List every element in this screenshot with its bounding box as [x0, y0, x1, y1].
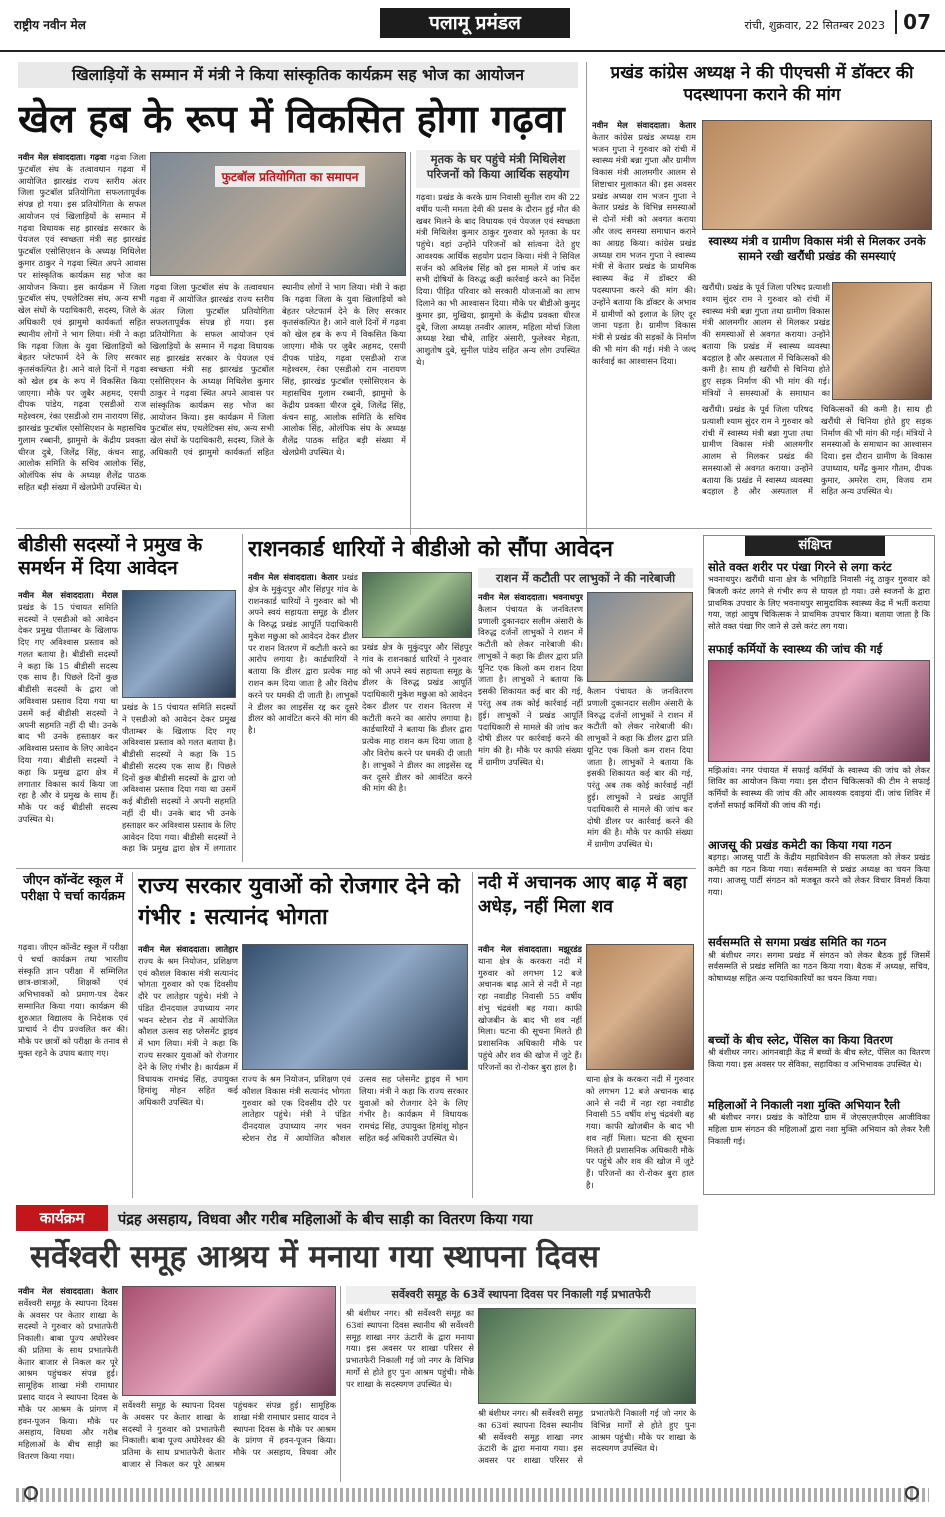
story2-body: गढ़वा। प्रखंड के करके ग्राम निवासी सुनील राम की 22 वर्षीय पत्नी ममता देवी की प्रसव के दौरान हुई मौत की खबर मिलने के बाद विधायक एवं पेयजल एवं स्वच्छता मंत्री मिथिलेश कुमार ठाकुर गुरुवार को मृतका के घर पहुंचे। वहां उन्होंने परिजनों को सांत्वना देते हुए आवश्यक आर्थिक सहयोग प्रदान किया। मंत्री ने सिविल सर्जन को अविलंब सिंह को इस मामले में जांच कर सभी दोषियों के विरुद्ध कड़ी कार्रवाई करने का निर्देश दिया। पीड़ित परिवार को सरकारी योजनाओं का लाभ दिलाने का भी आश्वासन दिया। मौके पर बीडीओ कुमुद कुमार झा, मुखिया, झामुमो के केंद्रीय प्रवक्ता धीरज दुबे, जिला अध्यक्ष तनवीर आलम, महिला मोर्चा जिला अध्यक्ष रेखा चौबे, ताहिर अंसारी, फुलेश्वर मेहता, आशुतोष दुबे, सुनील पांडेय सहित अन्य लोग उपस्थित थे। [416, 192, 580, 367]
story11-headline: सर्वेश्वरी समूह आश्रय में मनाया गया स्थापना दिवस [30, 1239, 600, 1275]
story3-photo [702, 120, 932, 230]
story7-body-cont-text: कैलान पंचायत के जनवितरण प्रणाली दुकानदार सलीम अंसारी के विरुद्ध दर्जनों लाभुकों ने राशन में कटौती को लेकर नारेबाजी की। लाभुकों ने कहा कि डीलर द्वारा प्रति यूनिट एक किलो कम राशन दिया जाता है। लाभुकों ने बताया कि इसकी शिकायत कई बार की गई, परंतु अब तक कोई कार्रवाई नहीं हुई। लाभुकों ने प्रखंड आपूर्ति पदाधिकारी से मामले की जांच कर दोषी डीलर पर कार्रवाई करने की मांग की है। मौके पर काफी संख्या में ग्रामीण उपस्थित थे। [587, 686, 693, 850]
story5-body-col [18, 590, 118, 862]
story11-body-col [18, 1286, 118, 1482]
divider [410, 152, 411, 535]
story1-headline: खेल हब के रूप में विकसित होगा गढ़वा [18, 97, 565, 141]
story11-sub-body: श्री बंशीधर नगर। श्री सर्वेश्वरी समूह का 63वां स्थापना दिवस स्थानीय श्री सर्वेश्वरी समूह शाखा नगर ऊंटारी के द्वारा मनाया गया। इस अवसर पर शाखा परिसर से प्रभातफेरी निकाली गई जो नगर के विभिन्न मार्गों से होते हुए पुनः आश्रम पहुंची। मौके पर शाखा के सदस्यगण उपस्थित थे। [346, 1308, 474, 1389]
program-band-headline: पंद्रह असहाय, विधवा और गरीब महिलाओं के बीच साड़ी का वितरण किया गया [118, 1212, 533, 1228]
brief3-headline: आजसू की प्रखंड कमेटी का किया गया गठन [708, 837, 892, 852]
masthead [0, 0, 945, 52]
story11-body-continued [122, 1400, 336, 1482]
brief6-headline: महिलाओं ने निकाली नशा मुक्ति अभियान रैली [708, 1097, 900, 1112]
divider [472, 872, 473, 1198]
story3-headline: प्रखंड कांग्रेस अध्यक्ष ने की पीएचसी में डॉक्टर की पदस्थापना कराने की मांग [610, 63, 914, 106]
brief2-body: मझिआंव। नगर पंचायत में सफाई कर्मियों के स्वास्थ्य की जांच को लेकर शिविर का आयोजन किया गया। इस दौरान चिकित्सकों की टीम ने सफाई कर्मियों के स्वास्थ्य की जांच की और आवश्यक दवाइयां दीं। जांच शिविर में दर्जनों सफाई कर्मियों की जांच की गई। [708, 764, 930, 810]
story7-body-col [478, 592, 583, 862]
story4-body: खरौंधी। प्रखंड के पूर्व जिला परिषद प्रत्याशी श्याम सुंदर राम ने गुरुवार को रांची में स्वास्थ्य मंत्री बन्ना गुप्ता तथा ग्रामीण विकास मंत्री आलमगीर आलम से मिलकर प्रखंड की समस्याओं से अवगत कराया। उन्होंने बताया कि प्रखंड में स्वास्थ्य व्यवस्था बदहाल है और अस्पताल में चिकित्सकों की कमी है। साथ ही खरौंधी से चिनिया होते हुए सड़क निर्माण की भी मांग की गई। मंत्रियों ने समस्याओं के समाधान का [702, 282, 830, 399]
story1-body-continued [150, 282, 406, 535]
registration-mark-icon [905, 1486, 919, 1500]
brief3-body: बड़गड़। आजसू पार्टी के केंद्रीय महाधिवेशन की सफलता को लेकर प्रखंड कमेटी का गठन किया गया। सर्वसम्मति से प्रखंड अध्यक्ष का चयन किया गया। आजसू पार्टी संगठन को मजबूत करने को लेकर विचार विमर्श किया गया। [708, 852, 930, 898]
story10-body-continued [586, 1074, 694, 1198]
story5-body: प्रखंड के 15 पंचायत समिति सदस्यों ने एसडीओ को आवेदन देकर प्रमुख पीताम्बर के खिलाफ दिए गए अविश्वास प्रस्ताव को गलत बताया है। बीडीसी सदस्यों ने कहा कि 15 बीडीसी सदस्य एक साथ हैं। पिछले दिनों कुछ बीडीसी सदस्यों के द्वारा जो अविश्वास प्रस्ताव दिया गया था उसमें कई बीडीसी सदस्यों ने अपनी सहमति नहीं दी थी। उनके बाद भी उनके हस्ताक्षर कर अविश्वास प्रस्ताव के लिए आवेदन दिया गया। बीडीसी सदस्यों ने कहा कि प्रमुख द्वारा क्षेत्र में लगातार विकास कार्य किया जा रहा है और वे प्रमुख के साथ हैं। मौके पर कई बीडीसी सदस्य उपस्थित थे। [18, 601, 118, 824]
story9-byline: नवीन मेल संवाददाता। लातेहार [138, 944, 238, 954]
story6-body-cont-text: प्रखंड क्षेत्र के मुकुंदपुर और सिंहपुर गांव के राशनकार्ड धारियों ने गुरुवार को भी अपने स्वयं सहायता समूह के डीलर के विरुद्ध प्रखंड आपूर्ति पदाधिकारी मुकेश मछुआ को आवेदन देकर डीलर पर राशन वितरण में कटौती करने का आरोप लगाया है। कार्डधारियों ने बताया कि डीलर द्वारा प्रत्येक माह राशन कम दिया जाता है और विरोध करने पर धमकी दी जाती है। लाभुकों ने डीलर का लाइसेंस रद्द कर दूसरे डीलर को आवंटित करने की मांग की है। [362, 642, 472, 794]
paper-name: राष्ट्रीय नवीन मेल [14, 18, 86, 32]
story10-body-cont-text: थाना क्षेत्र के करकरा नदी में गुरुवार को लगभग 12 बजे अचानक बाढ़ आने से नदी में नहा रहा नवाडीह निवासी 55 वर्षीय शंभु चंद्रवंशी बह गया। काफी खोजबीन के बाद भी शव नहीं मिला। घटना की सूचना मिलते ही प्रशासनिक अधिकारी मौके पर पहुंचे और शव की खोज में जुटे हैं। परिजनों का रो-रोकर बुरा हाल है। [586, 1074, 694, 1191]
divider [132, 872, 133, 1198]
story3-body-col [592, 120, 696, 520]
story6-body-col [248, 572, 358, 862]
brief5-headline: बच्चों के बीच स्लेट, पेंसिल का किया वितरण [708, 1032, 893, 1047]
program-band-tag: कार्यक्रम [16, 1205, 108, 1231]
briefs-label: संक्षिप्त [745, 536, 885, 556]
story9-body-cont-text: राज्य के श्रम नियोजन, प्रशिक्षण एवं कौशल विकास मंत्री सत्यानंद भोगता गुरुवार को एक दिवसीय दौरे पर लातेहार पहुंचे। मंत्री ने पंडित दीनदयाल उपाध्याय नगर भवन स्टेशन रोड में आयोजित कौशल उत्सव सह प्लेसमेंट ड्राइव में भाग लिया। मंत्री ने कहा कि राज्य सरकार युवाओं को रोजगार देने के लिए गंभीर है। कार्यक्रम में विधायक रामचंद्र सिंह, उपायुक्त हिमांशु मोहन सहित कई अधिकारी उपस्थित थे। [242, 1074, 468, 1143]
divider [586, 62, 587, 535]
story5-body-cont-text: प्रखंड के 15 पंचायत समिति सदस्यों ने एसडीओ को आवेदन देकर प्रमुख पीताम्बर के खिलाफ दिए गए अविश्वास प्रस्ताव को गलत बताया है। बीडीसी सदस्यों ने कहा कि 15 बीडीसी सदस्य एक साथ हैं। पिछले दिनों कुछ बीडीसी सदस्यों के द्वारा जो अविश्वास प्रस्ताव दिया गया था उसमें कई बीडीसी सदस्यों ने अपनी सहमति नहीं दी थी। उनके बाद भी उनके हस्ताक्षर कर अविश्वास प्रस्ताव के लिए आवेदन दिया गया। बीडीसी सदस्यों ने कहा कि प्रमुख द्वारा क्षेत्र में लगातार [122, 702, 236, 854]
story7-headline: राशन में कटौती पर लाभुकों ने की नारेबाजी [478, 568, 693, 588]
story9-body: राज्य के श्रम नियोजन, प्रशिक्षण एवं कौशल विकास मंत्री सत्यानंद भोगता गुरुवार को एक दिवसीय दौरे पर लातेहार पहुंचे। मंत्री ने पंडित दीनदयाल उपाध्याय नगर भवन स्टेशन रोड में आयोजित कौशल उत्सव सह प्लेसमेंट ड्राइव में भाग लिया। मंत्री ने कहा कि राज्य सरकार युवाओं को रोजगार देने के लिए गंभीर है। कार्यक्रम में विधायक रामचंद्र सिंह, उपायुक्त हिमांशु मोहन सहित कई अधिकारी उपस्थित थे। [138, 955, 238, 1108]
story11-sub-body-cont-text: श्री बंशीधर नगर। श्री सर्वेश्वरी समूह का 63वां स्थापना दिवस स्थानीय श्री सर्वेश्वरी समूह शाखा नगर ऊंटारी के द्वारा मनाया गया। इस अवसर पर शाखा परिसर से प्रभातफेरी निकाली गई जो नगर के विभिन्न मार्गों से होते हुए पुनः आश्रम पहुंची। मौके पर शाखा के सदस्यगण उपस्थित थे। [478, 1408, 696, 1466]
brief5-body: श्री बंशीधर नगर। आंगनबाड़ी केंद्र में बच्चों के बीच स्लेट, पेंसिल का वितरण किया गया। इस अवसर पर सेविका, सहायिका व अभिभावक उपस्थित थे। [708, 1046, 930, 1069]
story5-byline: नवीन मेल संवाददाता। मेराल [18, 590, 118, 600]
story6-body-continued [362, 642, 472, 862]
brief2-headline: सफाई कर्मियों के स्वास्थ्य की जांच की गई [708, 642, 883, 657]
divider [16, 528, 932, 529]
story4-body-continued [702, 404, 932, 524]
story5-body-continued [122, 702, 236, 862]
story1-body: गढ़वा जिला फुटबॉल संघ के तत्वावधान गढ़वा में आयोजित झारखंड राज्य स्तरीय अंतर जिला फुटबॉल प्रतियोगिता सफलतापूर्वक संपन्न हो गया। इस प्रतियोगिता के सफल आयोजन एवं खिलाड़ियों के सम्मान में गढ़वा विधायक सह झारखंड सरकार के पेयजल एवं स्वच्छता मंत्री सह झारखंड फुटबॉल एसोसिएशन के अध्यक्ष मिथिलेश कुमार ठाकुर ने गढ़वा स्थित अपने आवास पर सांस्कृतिक कार्यक्रम सह भोज का आयोजन किया। इस कार्यक्रम में जिला फुटबॉल संघ, एथलेटिक्स संघ, अन्य सभी खेल संघों के पदाधिकारी, सदस्य, जिले के अधिकारी एवं झामुमो कार्यकर्ता सहित स्थानीय लोगों ने भाग लिया। मंत्री ने कहा कि गढ़वा जिला के युवा खिलाड़ियों को बेहतर प्लेटफार्म देने के लिए सरकार कृतसंकल्पित है। आने वाले दिनों में गढ़वा को खेल हब के रूप में विकसित किया जाएगा। मौके पर जुबैर अहमद, एसपी दीपक पांडेय, गढ़वा एसडीओ राज महेश्वरम, रंका एसडीओ राम नारायण सिंह, झारखंड फुटबॉल एसोसिएशन के महासचिव गुलाम रब्बानी, झामुमो के केंद्रीय प्रवक्ता धीरज दुबे, जिलेंद्र सिंह, कंचन साहू, आलोक समिति के सचिव आलोक सिंह, ओलंपिक संघ के अध्यक्ष शैलेंद्र पाठक सहित बड़ी संख्या में खेलप्रेमी उपस्थित थे। [18, 152, 146, 492]
divider [340, 1286, 341, 1482]
story11-body-cont-text: सर्वेश्वरी समूह के स्थापना दिवस के अवसर पर केतार शाखा के सदस्यों ने गुरुवार को प्रभातफेरी निकाली। बाबा पूज्य अघोरेश्वर की प्रतिमा के साथ प्रभातफेरी केतार बाजार से निकल कर पूरे आश्रम पहुंचकर संपन्न हुई। सामूहिक शाखा मंत्री रामाधार प्रसाद यादव ने स्थापना दिवस के मौके पर आश्रम के प्रांगण में हवन-पूजन किया। मौके पर असहाय, विधवा और [122, 1400, 336, 1469]
story3-byline: नवीन मेल संवाददाता। केतार [592, 120, 696, 130]
story7-body: कैलान पंचायत के जनवितरण प्रणाली दुकानदार सलीम अंसारी के विरुद्ध दर्जनों लाभुकों ने राशन में कटौती को लेकर नारेबाजी की। लाभुकों ने कहा कि डीलर द्वारा प्रति यूनिट एक किलो कम राशन दिया जाता है। लाभुकों ने बताया कि इसकी शिकायत कई बार की गई, परंतु अब तक कोई कार्रवाई नहीं हुई। लाभुकों ने प्रखंड आपूर्ति पदाधिकारी से मामले की जांच कर दोषी डीलर पर कार्रवाई करने की मांग की है। मौके पर काफी संख्या में ग्रामीण उपस्थित थे। [478, 603, 583, 767]
story6-headline: राशनकार्ड धारियों ने बीडीओ को सौंपा आवेदन [248, 537, 613, 562]
story9-body-col [138, 944, 238, 1198]
story9-headline: राज्य सरकार युवाओं को रोजगार देने को गंभीर : सत्यानंद भोगता [138, 874, 460, 930]
story2-headline: मृतक के घर पहुंचे मंत्री मिथिलेश परिजनों को किया आर्थिक सहयोग [416, 150, 580, 188]
brief6-body: श्री बंशीधर नगर। प्रखंड के कोटिया ग्राम में जेएसएलपीएस आजीविका महिला ग्राम संगठन की महिलाओं द्वारा नशा मुक्ति अभियान को लेकर रैली निकाली गई। [708, 1112, 930, 1146]
story7-photo [587, 592, 693, 682]
story1-body-col [18, 152, 146, 535]
color-calibration-strip [16, 1488, 929, 1502]
story10-byline: नवीन मेल संवाददाता। मझूरडंड [478, 944, 582, 954]
brief1-headline: सोते वक्त शरीर पर पंखा गिरने से लगा करंट [708, 560, 892, 574]
divider [242, 534, 243, 862]
brief4-headline: सर्वसम्मति से सगमा प्रखंड समिति का गठन [708, 935, 887, 950]
section-name: पलामू प्रमंडल [380, 8, 570, 38]
story8-body: गढ़वा। जीएन कॉन्वेंट स्कूल में परीक्षा पे चर्चा कार्यक्रम तथा भारतीय संस्कृति ज्ञान परीक्षा में सम्मिलित छात्र-छात्राओं, शिक्षकों एवं अभिभावकों को प्रमाण-पत्र देकर सम्मानित किया गया। कार्यक्रम की शुरुआत विद्यालय के निदेशक एवं प्राचार्य ने दीप प्रज्वलित कर की। मौके पर छात्रों को परीक्षा के तनाव से मुक्त रहने के उपाय बताए गए। [18, 942, 128, 1059]
story3-body: केतार कांग्रेस प्रखंड अध्यक्ष राम भजन गुप्ता ने गुरुवार को रांची में स्वास्थ्य मंत्री बन्ना गुप्ता और ग्रामीण विकास मंत्री आलमगीर आलम से शिष्टाचार मुलाकात की। इस अवसर प्रखंड अध्यक्ष राम भजन गुप्ता ने केतार प्रखंड के विभिन्न समस्याओं से दोनों मंत्री को अवगत कराया और जल्द समस्या समाधान कराने का आग्रह किया। कांग्रेस प्रखंड अध्यक्ष राम भजन गुप्ता ने स्वास्थ्य मंत्री से केतार प्रखंड के प्राथमिक स्वास्थ्य केंद्र में डॉक्टर की पदस्थापना करने की मांग की। उन्होंने बताया कि डॉक्टर के अभाव में ग्रामीणों को इलाज के लिए दूर जाना पड़ता है। ग्रामीण विकास मंत्री से प्रखंड की सड़कों के निर्माण की भी मांग की गई। मंत्री ने जल्द कार्रवाई का आश्वासन दिया। [592, 131, 696, 366]
story1-body-cont-text: गढ़वा जिला फुटबॉल संघ के तत्वावधान गढ़वा में आयोजित झारखंड राज्य स्तरीय अंतर जिला फुटबॉल प्रतियोगिता सफलतापूर्वक संपन्न हो गया। इस प्रतियोगिता के सफल आयोजन एवं खिलाड़ियों के सम्मान में गढ़वा विधायक सह झारखंड सरकार के पेयजल एवं स्वच्छता मंत्री सह झारखंड फुटबॉल एसोसिएशन के अध्यक्ष मिथिलेश कुमार ठाकुर ने गढ़वा स्थित अपने आवास पर सांस्कृतिक कार्यक्रम सह भोज का आयोजन किया। इस कार्यक्रम में जिला फुटबॉल संघ, एथलेटिक्स संघ, अन्य सभी खेल संघों के पदाधिकारी, सदस्य, जिले के अधिकारी एवं झामुमो कार्यकर्ता सहित स्थानीय लोगों ने भाग लिया। मंत्री ने कहा कि गढ़वा जिला के युवा खिलाड़ियों को बेहतर प्लेटफार्म देने के लिए सरकार कृतसंकल्पित है। आने वाले दिनों में गढ़वा को खेल हब के रूप में विकसित किया जाएगा। मौके पर जुबैर अहमद, एसपी दीपक पांडेय, गढ़वा एसडीओ राज महेश्वरम, रंका एसडीओ राम नारायण सिंह, झारखंड फुटबॉल एसोसिएशन के महासचिव गुलाम रब्बानी, झामुमो के केंद्रीय प्रवक्ता धीरज दुबे, जिलेंद्र सिंह, कंचन साहू, आलोक समिति के सचिव आलोक सिंह, ओलंपिक संघ के अध्यक्ष शैलेंद्र पाठक सहित बड़ी संख्या में खेलप्रेमी उपस्थित थे। [150, 282, 406, 457]
story11-subheadline: सर्वेश्वरी समूह के 63वें स्थापना दिवस पर निकाली गई प्रभातफेरी [346, 1286, 696, 1304]
story11-sub-body-continued [478, 1408, 696, 1482]
story7-body-continued [587, 686, 693, 862]
brief2-photo [708, 660, 930, 762]
briefs-column [708, 560, 930, 1192]
story1-kicker: खिलाड़ियों के सम्मान में मंत्री ने किया सांस्कृतिक कार्यक्रम सह भोज का आयोजन [18, 62, 578, 88]
story10-headline: नदी में अचानक आए बाढ़ में बहा अधेड़, नहीं मिला शव [478, 873, 687, 917]
story11-byline: नवीन मेल संवाददाता। केतार [18, 1286, 118, 1296]
story4-photo [832, 282, 932, 400]
story1-byline: नवीन मेल संवाददाता। गढ़वा [18, 152, 107, 162]
story10-body: थाना क्षेत्र के करकरा नदी में गुरुवार को लगभग 12 बजे अचानक बाढ़ आने से नदी में नहा रहा नवाडीह निवासी 55 वर्षीय शंभु चंद्रवंशी बह गया। काफी खोजबीन के बाद भी शव नहीं मिला। घटना की सूचना मिलते ही प्रशासनिक अधिकारी मौके पर पहुंचे और शव की खोज में जुटे हैं। परिजनों का रो-रोकर बुरा हाल है। [478, 955, 582, 1072]
story9-body-continued [242, 1074, 468, 1198]
story11-photo [122, 1286, 336, 1396]
program-band [16, 1205, 698, 1231]
story6-photo [362, 572, 472, 638]
story6-byline: नवीन मेल संवाददाता। केतार [248, 572, 338, 582]
story11-body: सर्वेश्वरी समूह के स्थापना दिवस के अवसर पर केतार शाखा के सदस्यों ने गुरुवार को प्रभातफेरी निकाली। बाबा पूज्य अघोरेश्वर की प्रतिमा के साथ प्रभातफेरी केतार बाजार से निकल कर पूरे आश्रम पहुंचकर संपन्न हुई। सामूहिक शाखा मंत्री रामाधार प्रसाद यादव ने स्थापना दिवस के मौके पर आश्रम के प्रांगण में हवन-पूजन किया। मौके पर असहाय, विधवा और गरीब महिलाओं के बीच साड़ी का वितरण किया गया। [18, 1297, 118, 1461]
story5-photo [122, 590, 236, 698]
story7-byline: नवीन मेल संवाददाता। भवनाथपुर [478, 592, 583, 602]
page-number: 07 [895, 10, 931, 34]
story10-body-col [478, 944, 582, 1198]
story8-headline: जीएन कॉन्वेंट स्कूल में परीक्षा पे चर्चा कार्यक्रम [20, 872, 126, 904]
divider [16, 868, 696, 869]
story9-photo [242, 944, 468, 1070]
registration-mark-icon [24, 1486, 38, 1500]
brief1-body: भवनाथपुर। खरौंधी थाना क्षेत्र के भगिहाडि निवासी नंदू ठाकुर गुरुवार को बिजली करंट लगने से गंभीर रूप से घायल हो गया। उसे स्वजनों के द्वारा प्राथमिक उपचार के लिए भवनाथपुर सामुदायिक स्वास्थ्य केंद्र में भर्ती कराया गया, जहां आयुष चिकित्सक ने प्राथमिक उपचार किया। बताया जाता है कि सोते वक्त पंखा गिर जाने से उसे करंट लग गया। [708, 574, 930, 631]
story4-headline: स्वास्थ्य मंत्री व ग्रामीण विकास मंत्री से मिलकर उनके सामने रखी खरौंधी प्रखंड की समस्याएं [708, 234, 926, 263]
dateline: रांची, शुक्रवार, 22 सितम्बर 2023 [744, 19, 885, 32]
story1-photo-banner: फुटबॉल प्रतियोगिता का समापन [215, 166, 365, 187]
story5-headline: बीडीसी सदस्यों ने प्रमुख के समर्थन में दिया आवेदन [18, 534, 203, 580]
story6-body: प्रखंड क्षेत्र के मुकुंदपुर और सिंहपुर गांव के राशनकार्ड धारियों ने गुरुवार को भी अपने स्वयं सहायता समूह के डीलर के विरुद्ध प्रखंड आपूर्ति पदाधिकारी मुकेश मछुआ को आवेदन देकर डीलर पर राशन वितरण में कटौती करने का आरोप लगाया है। कार्डधारियों ने बताया कि डीलर द्वारा प्रत्येक माह राशन कम दिया जाता है और विरोध करने पर धमकी दी जाती है। लाभुकों ने डीलर का लाइसेंस रद्द कर दूसरे डीलर को आवंटित करने की मांग की है। [248, 572, 358, 736]
brief4-body: श्री बंशीधर नगर। सगमा प्रखंड में संगठन को लेकर बैठक हुई जिसमें सर्वसम्मति से प्रखंड समिति का गठन किया गया। बैठक में अध्यक्ष, सचिव, कोषाध्यक्ष सहित अन्य पदाधिकारियों का चयन किया गया। [708, 949, 930, 983]
story11-sub-photo [478, 1308, 696, 1404]
story4-body-cont-text: खरौंधी। प्रखंड के पूर्व जिला परिषद प्रत्याशी श्याम सुंदर राम ने गुरुवार को रांची में स्वास्थ्य मंत्री बन्ना गुप्ता तथा ग्रामीण विकास मंत्री आलमगीर आलम से मिलकर प्रखंड की समस्याओं से अवगत कराया। उन्होंने बताया कि प्रखंड में स्वास्थ्य व्यवस्था बदहाल है और अस्पताल में चिकित्सकों की कमी है। साथ ही खरौंधी से चिनिया होते हुए सड़क निर्माण की भी मांग की गई। मंत्रियों ने समस्याओं के समाधान का आश्वासन दिया। इस दौरान ग्रामीण के विकास उपाध्याय, धर्मेंद्र कुमार गौतम, दीपक कुमार, अमरेश राम, विजय राम सहित अन्य उपस्थित थे। [702, 404, 932, 497]
story10-photo [586, 944, 694, 1070]
